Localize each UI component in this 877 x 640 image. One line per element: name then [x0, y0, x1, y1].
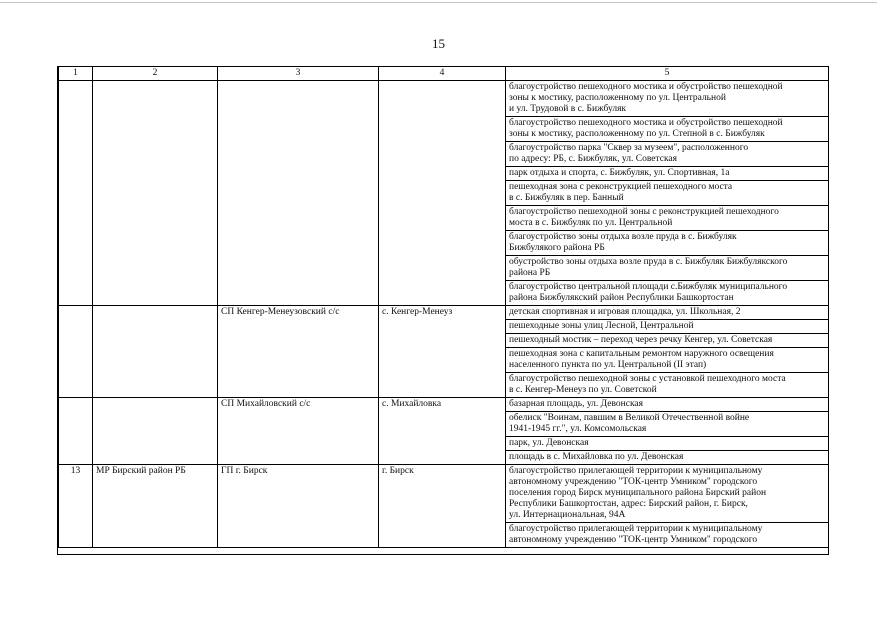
object-text-line: благоустройство центральной площади с.Бижбуляк муниципального [509, 282, 788, 292]
object-text-line: Республики Башкортостан, адрес: Бирский район, г. Бирск, [509, 499, 748, 509]
object-text-line: пешеходная зона с реконструкцией пешеходного моста [509, 182, 733, 192]
district-cell: МР Бирский район РБ [93, 465, 218, 548]
object-text-line: моста в с. Бижбуляк по ул. Центральной [509, 218, 673, 228]
settlement-cell: СП Михайловский с/с [218, 398, 379, 465]
settlement-cell [218, 81, 379, 306]
object-text-line: пешеходная зона с капитальным ремонтом наружного освещения [509, 349, 774, 359]
object-text-line: базарная площадь, ул. Девонская [509, 399, 644, 409]
object-text-line: благоустройство пешеходного мостика и обустройство пешеходной [509, 82, 783, 92]
object-cell [506, 281, 829, 306]
row-number-cell [59, 306, 93, 398]
object-text-line: благоустройство пешеходной зоны с установкой пешеходного моста [509, 374, 786, 384]
object-text-line: ул. Интернациональная, 94А [509, 510, 626, 520]
object-text-line: благоустройство прилегающей территории к муниципальному [509, 466, 763, 476]
top-rule [0, 2, 877, 3]
header-cell-3: 3 [218, 67, 379, 81]
header-cell-4: 4 [379, 67, 506, 81]
object-text-line: района Бижбулякский район Республики Башкортостан [509, 293, 734, 303]
document-table [58, 66, 829, 548]
table-row [59, 81, 829, 117]
table-row [59, 306, 829, 320]
object-cell [506, 523, 829, 548]
object-text-line: Бижбулякого района РБ [509, 243, 605, 253]
object-cell [506, 256, 829, 281]
object-cell [506, 437, 829, 451]
object-cell [506, 348, 829, 373]
object-cell [506, 334, 829, 348]
object-text-line: района РБ [509, 268, 551, 278]
object-cell [506, 320, 829, 334]
locality-cell [379, 81, 506, 306]
object-text-line: в с. Бижбуляк в пер. Банный [509, 193, 624, 203]
object-text-line: 1941-1945 гг.", ул. Комсомольская [509, 424, 647, 434]
header-cell-2: 2 [93, 67, 218, 81]
object-text-line: в с. Кенгер-Менеуз по ул. Советской [509, 385, 657, 395]
object-text-line: обелиск "Воинам, павшим в Великой Отечественной войне [509, 413, 750, 423]
object-text-line: площадь в с. Михайловка по ул. Девонская [509, 452, 684, 462]
object-cell [506, 373, 829, 398]
district-cell [93, 398, 218, 465]
object-text-line: парк отдыха и спорта, с. Бижбуляк, ул. Спортивная, 1а [509, 168, 730, 178]
object-text-line: автономному учреждению "ТОК-центр Умником" городского [509, 535, 758, 545]
object-cell [506, 465, 829, 523]
object-text-line: благоустройство пешеходного мостика и обустройство пешеходной [509, 118, 783, 128]
table-row [59, 465, 829, 523]
object-text-line: по адресу: РБ, с. Бижбуляк, ул. Советская [509, 154, 678, 164]
object-text-line: зоны к мостику, расположенному по ул. Степной в с. Бижбуляк [509, 129, 765, 139]
object-text-line: благоустройство пешеходной зоны с реконструкцией пешеходного [509, 207, 779, 217]
locality-cell: с. Михайловка [379, 398, 506, 465]
table-row [59, 398, 829, 412]
object-text-line: парк, ул. Девонская [509, 438, 589, 448]
settlement-cell: СП Кенгер-Менеузовский с/с [218, 306, 379, 398]
table-body [59, 67, 829, 548]
district-cell [93, 306, 218, 398]
object-cell [506, 412, 829, 437]
object-text-line: обустройство зоны отдыха возле пруда в с. Бижбуляк Бижбулякского [509, 257, 788, 267]
object-text-line: населенного пункта по ул. Центральной (II этап) [509, 360, 707, 370]
object-cell [506, 167, 829, 181]
locality-cell: с. Кенгер-Менеуз [379, 306, 506, 398]
header-row [59, 67, 829, 81]
object-text-line: поселения город Бирск муниципального района Бирский район [509, 488, 767, 498]
object-text-line: благоустройство парка "Сквер за музеем", расположенного [509, 143, 749, 153]
row-number-cell: 13 [59, 465, 93, 548]
object-text-line: пешеходный мостик – переход через речку Кенгер, ул. Советская [509, 335, 773, 345]
object-text-line: и ул. Трудовой в с. Бижбуляк [509, 104, 627, 114]
object-cell [506, 142, 829, 167]
object-cell [506, 206, 829, 231]
object-cell [506, 81, 829, 117]
object-text-line: автономному учреждению "ТОК-центр Умником" городского [509, 477, 758, 487]
object-cell [506, 117, 829, 142]
district-cell [93, 81, 218, 306]
object-cell [506, 181, 829, 206]
object-cell [506, 231, 829, 256]
header-cell-5: 5 [506, 67, 829, 81]
object-text-line: благоустройство зоны отдыха возле пруда в с. Бижбуляк [509, 232, 737, 242]
row-number-cell [59, 81, 93, 306]
object-cell [506, 306, 829, 320]
document-table-container [57, 66, 829, 555]
row-number-cell [59, 398, 93, 465]
object-cell [506, 398, 829, 412]
object-text-line: детская спортивная и игровая площадка, ул. Школьная, 2 [509, 307, 741, 317]
object-cell [506, 451, 829, 465]
object-text-line: благоустройство прилегающей территории к муниципальному [509, 524, 763, 534]
object-text-line: зоны к мостику, расположенному по ул. Центральной [509, 93, 726, 103]
locality-cell: г. Бирск [379, 465, 506, 548]
page-number: 15 [432, 36, 445, 51]
header-cell-1: 1 [59, 67, 93, 81]
object-text-line: пешеходные зоны улиц Лесной, Центральной [509, 321, 694, 331]
settlement-cell: ГП г. Бирск [218, 465, 379, 548]
